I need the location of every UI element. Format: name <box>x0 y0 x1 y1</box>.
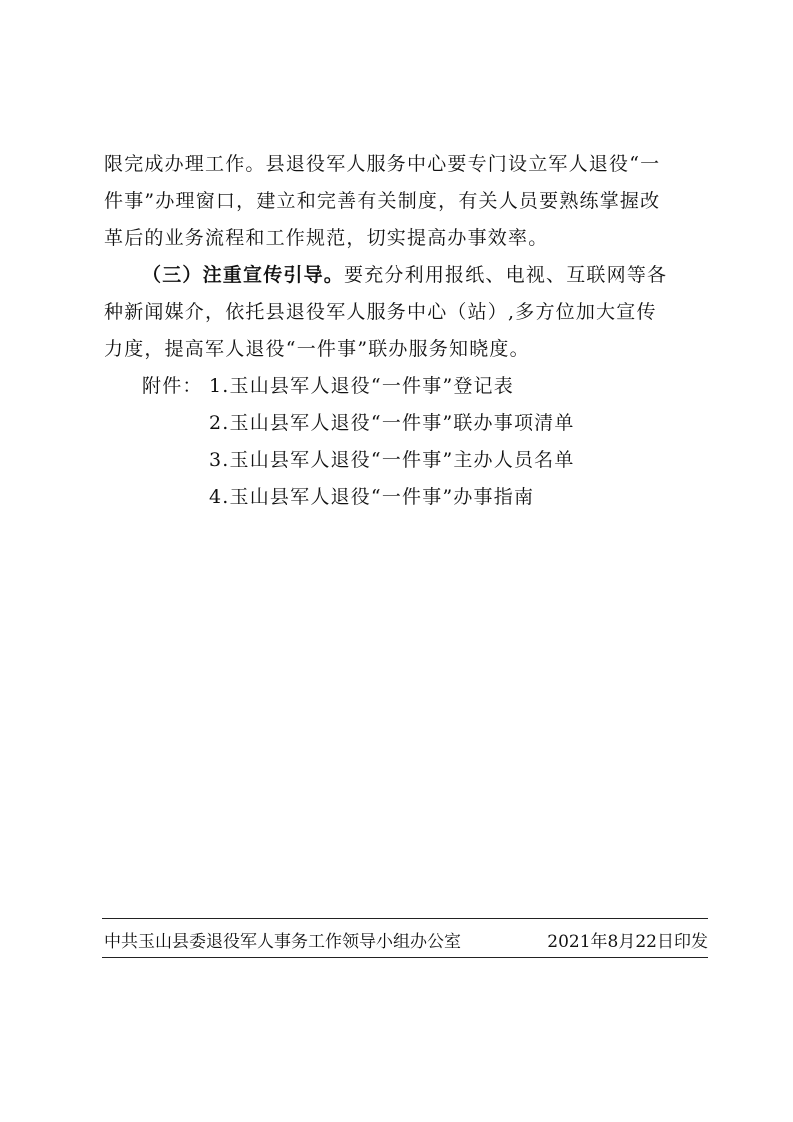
attachment-item: 3.玉山县军人退役“一件事”主办人员名单 <box>209 449 575 471</box>
attachment-item: 4.玉山县军人退役“一件事”办事指南 <box>209 486 535 508</box>
paragraph-text: 要充分利用报纸、电视、互联网等各 <box>344 264 668 286</box>
paragraph-line: 力度，提高军人退役“一件事”联办服务知晓度。 <box>104 338 530 360</box>
paragraph-1 <box>104 146 708 257</box>
footer <box>104 930 708 954</box>
paragraph-line: 件事”办理窗口，建立和完善有关制度，有关人员要熟练掌握改 <box>104 190 661 212</box>
paragraph-line: 限完成办理工作。县退役军人服务中心要专门设立军人退役“一 <box>104 153 661 175</box>
footer-issuer: 中共玉山县委退役军人事务工作领导小组办公室 <box>104 932 461 952</box>
paragraph-2 <box>104 257 708 368</box>
paragraph-line: 种新闻媒介，依托县退役军人服务中心（站）,多方位加大宣传 <box>104 301 657 323</box>
section-heading: （三）注重宣传引导。 <box>142 264 345 286</box>
attachment-item: 1.玉山县军人退役“一件事”登记表 <box>209 375 514 397</box>
footer-date: 2021年8月22日印发 <box>547 932 708 952</box>
paragraph-line <box>104 257 708 294</box>
attachments-label: 附件： <box>142 375 203 397</box>
paragraph-line: 革后的业务流程和工作规范，切实提高办事效率。 <box>104 227 549 249</box>
footer-bottom-rule <box>102 957 708 958</box>
footer-top-rule <box>102 918 708 919</box>
attachment-item: 2.玉山县军人退役“一件事”联办事项清单 <box>209 412 575 434</box>
